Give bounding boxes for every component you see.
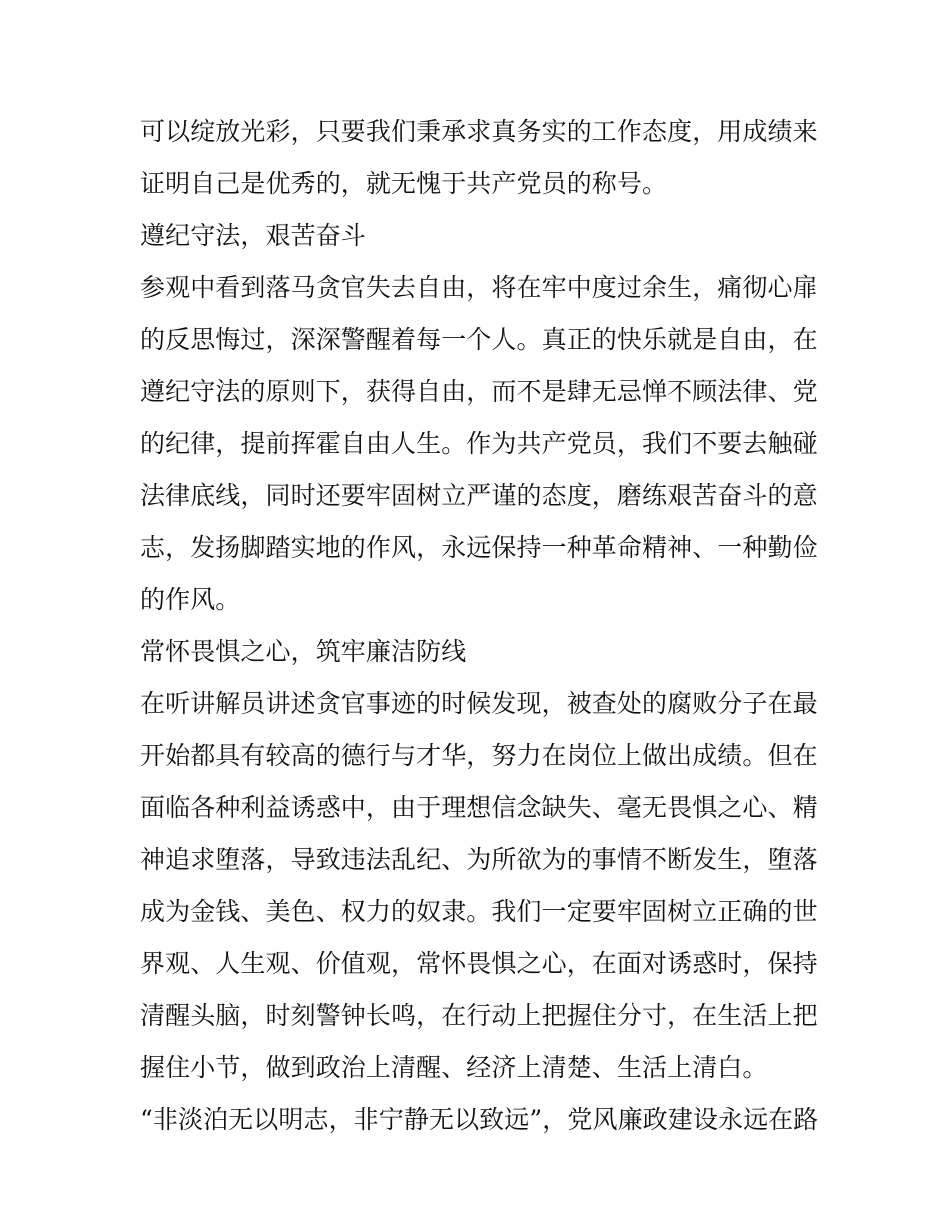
body-line: 的纪律，提前挥霍自由人生。作为共产党员，我们不要去触碰	[140, 429, 818, 458]
body-line: 神追求堕落，导致违法乱纪、为所欲为的事情不断发生，堕落	[140, 845, 818, 874]
body-line: “非淡泊无以明志，非宁静无以致远”，党风廉政建设永远在路	[140, 1105, 819, 1134]
body-line: 握住小节，做到政治上清醒、经济上清楚、生活上清白。	[140, 1053, 768, 1082]
body-line: 遵纪守法的原则下，获得自由，而不是肆无忌惮不顾法律、党	[140, 377, 818, 406]
body-line: 开始都具有较高的德行与才华，努力在岗位上做出成绩。但在	[140, 741, 818, 770]
body-line: 成为金钱、美色、权力的奴隶。我们一定要牢固树立正确的世	[140, 897, 818, 926]
body-line: 面临各种利益诱惑中，由于理想信念缺失、毫无畏惧之心、精	[140, 793, 818, 822]
document-body	[140, 106, 819, 1146]
body-line: 在听讲解员讲述贪官事迹的时候发现，被查处的腐败分子在最	[140, 689, 818, 718]
section-heading: 常怀畏惧之心，筑牢廉洁防线	[140, 637, 467, 666]
body-line: 法律底线，同时还要牢固树立严谨的态度，磨练艰苦奋斗的意	[140, 481, 818, 510]
body-line: 界观、人生观、价值观，常怀畏惧之心，在面对诱惑时，保持	[140, 949, 818, 978]
body-line: 的作风。	[140, 585, 241, 614]
body-line: 可以绽放光彩，只要我们秉承求真务实的工作态度，用成绩来	[140, 117, 818, 146]
body-line: 的反思悔过，深深警醒着每一个人。真正的快乐就是自由，在	[140, 325, 818, 354]
body-line: 证明自己是优秀的，就无愧于共产党员的称号。	[140, 169, 668, 198]
body-line: 清醒头脑，时刻警钟长鸣，在行动上把握住分寸，在生活上把	[140, 1001, 818, 1030]
body-line: 志，发扬脚踏实地的作风，永远保持一种革命精神、一种勤俭	[140, 533, 818, 562]
section-heading: 遵纪守法，艰苦奋斗	[140, 221, 366, 250]
body-line: 参观中看到落马贪官失去自由，将在牢中度过余生，痛彻心扉	[140, 273, 818, 302]
